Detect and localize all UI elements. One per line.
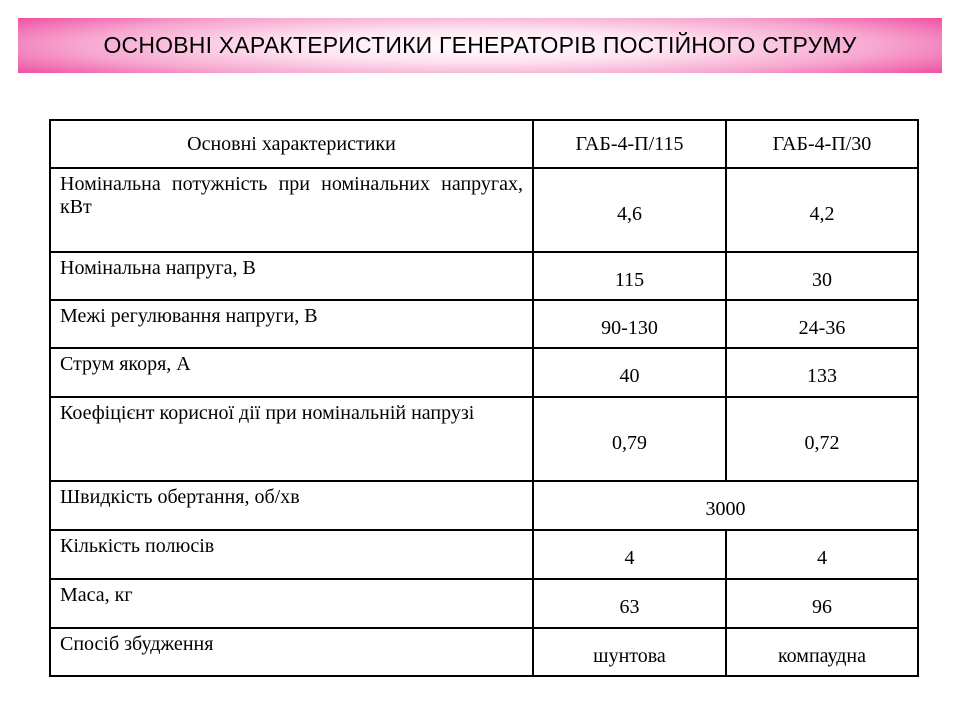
table-row [50, 300, 918, 348]
cell-value: 133 [726, 348, 918, 397]
cell-value: 24-36 [726, 300, 918, 348]
header-characteristics: Основні характеристики [50, 120, 533, 168]
cell-value: 4 [726, 530, 918, 579]
cell-value: 96 [726, 579, 918, 628]
characteristics-table [49, 119, 919, 677]
cell-value: 90-130 [533, 300, 726, 348]
table-row [50, 579, 918, 628]
cell-value: 4,6 [533, 168, 726, 252]
table-row [50, 481, 918, 530]
table-row [50, 530, 918, 579]
table-header-row [50, 120, 918, 168]
cell-value: 4 [533, 530, 726, 579]
table-row [50, 252, 918, 300]
row-label: Спосіб збудження [50, 628, 533, 676]
cell-value: шунтова [533, 628, 726, 676]
cell-value: 0,79 [533, 397, 726, 481]
cell-value: 40 [533, 348, 726, 397]
row-label: Маса, кг [50, 579, 533, 628]
table-row [50, 628, 918, 676]
header-model-gab-115: ГАБ-4-П/115 [533, 120, 726, 168]
row-label: Струм якоря, А [50, 348, 533, 397]
cell-value: 30 [726, 252, 918, 300]
table-row [50, 397, 918, 481]
cell-value: компаудна [726, 628, 918, 676]
table-row [50, 348, 918, 397]
row-label: Швидкість обертання, об/хв [50, 481, 533, 530]
cell-value: 0,72 [726, 397, 918, 481]
row-label: Межі регулювання напруги, В [50, 300, 533, 348]
page-title: ОСНОВНІ ХАРАКТЕРИСТИКИ ГЕНЕРАТОРІВ ПОСТІЙНОГО СТРУМУ [103, 32, 857, 58]
cell-value: 63 [533, 579, 726, 628]
title-banner [18, 18, 942, 73]
header-model-gab-30: ГАБ-4-П/30 [726, 120, 918, 168]
row-label: Кількість полюсів [50, 530, 533, 579]
cell-value: 115 [533, 252, 726, 300]
cell-value-merged: 3000 [533, 481, 918, 530]
cell-value: 4,2 [726, 168, 918, 252]
row-label: Номінальна напруга, В [50, 252, 533, 300]
table-row [50, 168, 918, 252]
row-label: Коефіцієнт корисної дії при номінальній напрузі [50, 397, 533, 481]
row-label: Номінальна потужність при номінальних напругах, кВт [50, 168, 533, 252]
